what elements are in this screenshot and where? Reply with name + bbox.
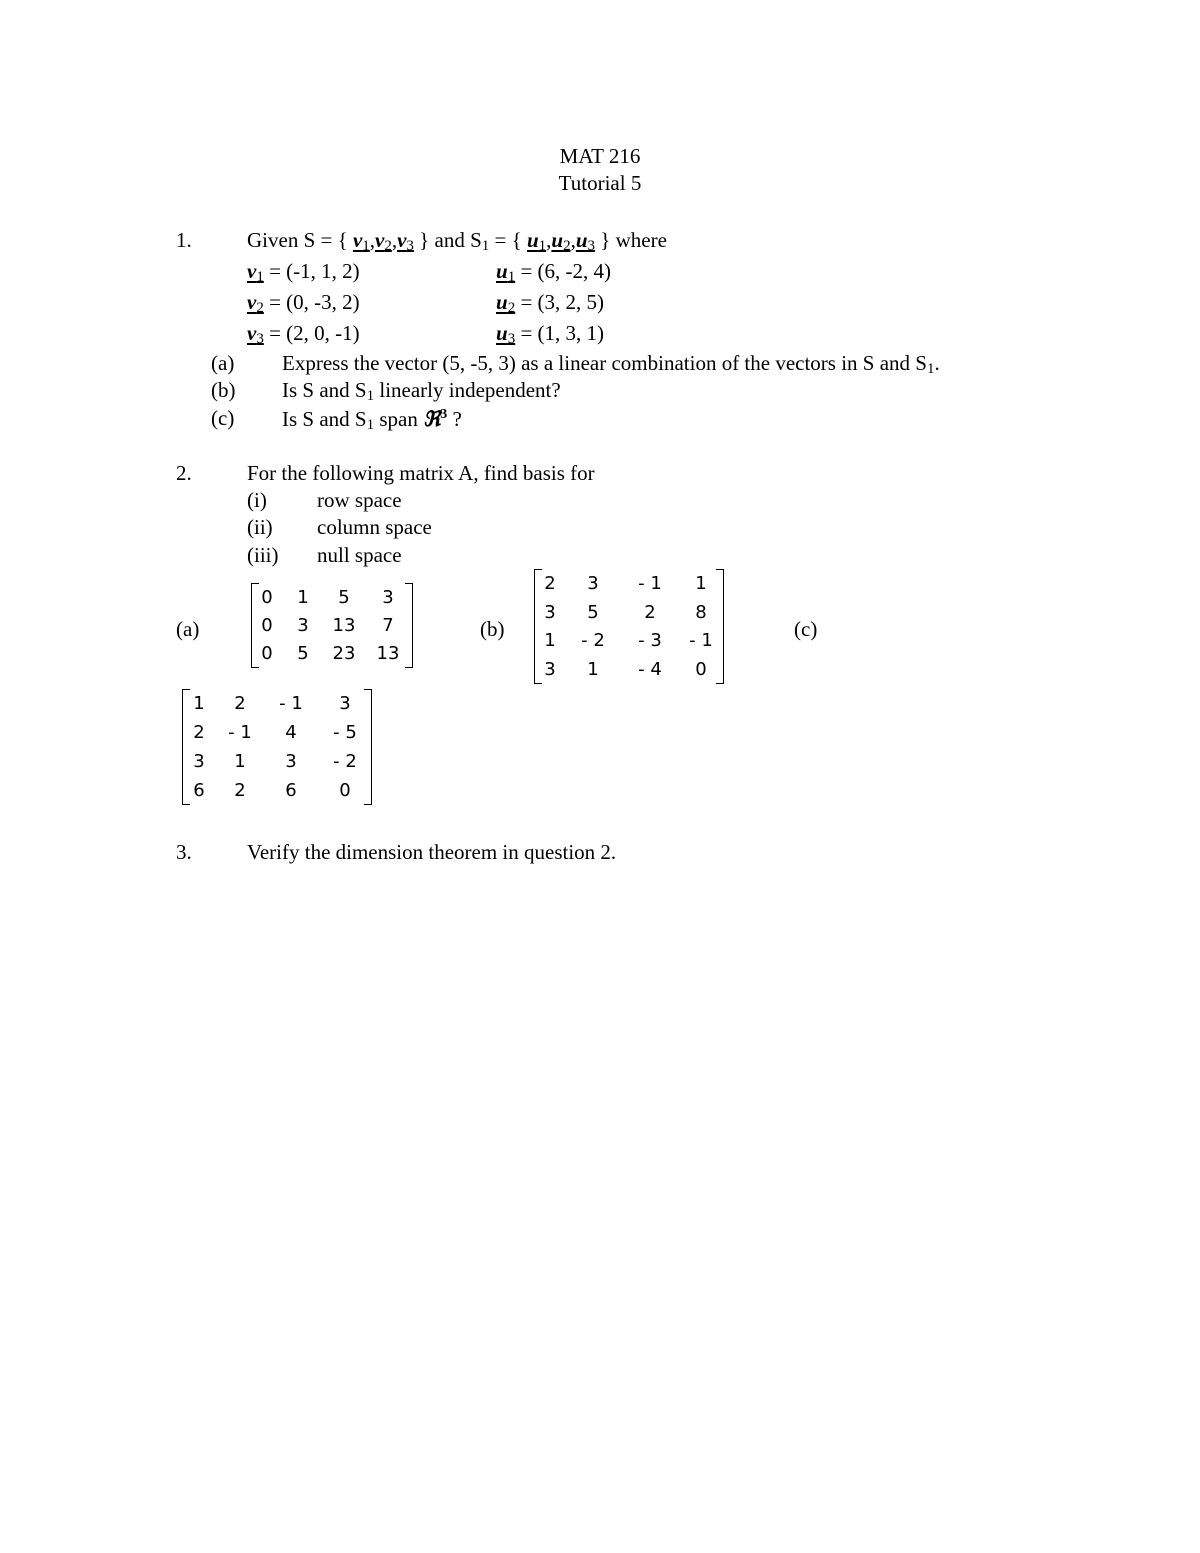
part-a-text: Express the vector (5, -5, 3) as a linear combination of the vectors in S and $S_1$. [282,351,940,377]
matrix-cell: 5 [587,601,599,623]
vector-u2: $u_2$ [551,228,571,254]
matrix-cell: 6 [193,780,205,801]
vector-u1: $u_1$ [526,228,547,254]
matrix-cell: 23 [332,643,356,665]
matrix-cell: 1 [587,659,599,681]
part-label-c: (c) [211,406,235,430]
part-label-a: (a) [211,351,235,375]
matrix-cell: - 4 [638,659,662,681]
vector-v3: $v_3$ [397,228,414,254]
matrix-cell: 5 [338,586,350,608]
matrix-cell: 3 [193,751,205,772]
question-number: 3. [176,840,192,864]
matrix-cell: 3 [544,659,556,681]
course-code: MAT 216 [559,144,641,168]
matrix-c [182,689,372,805]
set-definition: Given S = { $v_1,v_2,v_3$ } and $S_1$ = { $u_1,u_2,u_3$ } where [247,228,667,254]
matrix-c-label: (c) [794,617,818,641]
matrix-b-label: (b) [480,617,505,641]
u1-definition: $u_1 = (6$, -2, 4) [496,259,612,285]
v1-definition: $v_1 = (-1$, 1, 2) [247,259,360,285]
vector-v1: $v_1$ [352,228,370,254]
vector-u3: $u_3$ [575,228,596,254]
given-prefix: Given S = { [247,228,348,252]
v3-definition: $v_3 = (2$, 0, -1) [247,321,360,347]
matrix-cell: 6 [285,780,297,801]
matrix-cell: 0 [339,780,351,801]
matrix-cell: 2 [234,693,246,714]
matrix-c-grid [182,689,372,805]
item-text: null space [317,543,402,567]
question-2-text: For the following matrix A, find basis for [247,461,595,485]
matrix-cell: 13 [332,614,356,636]
matrix-cell: - 1 [689,630,713,652]
matrix-cell: 0 [261,586,273,608]
matrix-cell: 0 [261,643,273,665]
matrix-cell: 7 [382,614,394,636]
item-text: row space [317,488,402,512]
matrix-cell: 1 [544,630,556,652]
matrix-cell: - 3 [638,630,662,652]
part-label-b: (b) [211,378,236,402]
matrix-cell: - 2 [333,751,357,772]
matrix-cell: - 1 [638,572,662,594]
matrix-cell: 0 [695,659,707,681]
matrix-cell: 13 [376,643,400,665]
matrix-cell: 2 [644,601,656,623]
item-label: (ii) [247,515,273,539]
matrix-cell: - 5 [333,722,357,743]
matrix-cell: 8 [695,601,707,623]
vector-v2: $v_2$ [375,228,392,254]
matrix-cell: 2 [234,780,246,801]
v2-definition: $v_2 = (0$, -3, 2) [247,290,360,316]
matrix-cell: 1 [695,572,707,594]
matrix-cell: 2 [544,572,556,594]
matrix-cell: 3 [285,751,297,772]
matrix-a-grid [251,583,413,668]
matrix-cell: - 1 [228,722,252,743]
matrix-cell: 1 [297,586,309,608]
part-b-text: Is S and $S_1$ linearly independent? [282,378,561,404]
u3-definition: $u_3 = (1$, 3, 1) [496,321,605,347]
matrix-cell: 0 [261,614,273,636]
question-number: 2. [176,461,192,485]
and-s1: } and S [419,228,482,252]
page-title: Tutorial 5 [558,171,642,195]
matrix-cell: 2 [193,722,205,743]
u2-definition: $u_2 = (3$, 2, 5) [496,290,605,316]
matrix-cell: 5 [297,643,309,665]
matrix-cell: 3 [297,614,309,636]
question-number: 1. [176,228,192,252]
question-3-text: Verify the dimension theorem in question 2. [247,840,617,864]
matrix-a-label: (a) [176,617,200,641]
matrix-cell: 1 [193,693,205,714]
item-label: (i) [247,488,267,512]
item-label: (iii) [247,543,279,567]
matrix-a [251,583,413,668]
matrix-cell: 3 [339,693,351,714]
matrix-cell: - 2 [581,630,605,652]
matrix-cell: 3 [587,572,599,594]
matrix-cell: - 1 [279,693,303,714]
matrix-b-grid [534,569,724,684]
matrix-cell: 4 [285,722,297,743]
matrix-cell: 1 [234,751,246,772]
matrix-cell: 3 [382,586,394,608]
matrix-b [534,569,724,684]
matrix-cell: 3 [544,601,556,623]
item-text: column space [317,515,432,539]
where-text: } where [600,228,667,252]
real-numbers-symbol: ℜ [423,406,441,431]
part-c-text: Is S and $S_1$ span ℜ$^3$ ? [282,406,462,433]
